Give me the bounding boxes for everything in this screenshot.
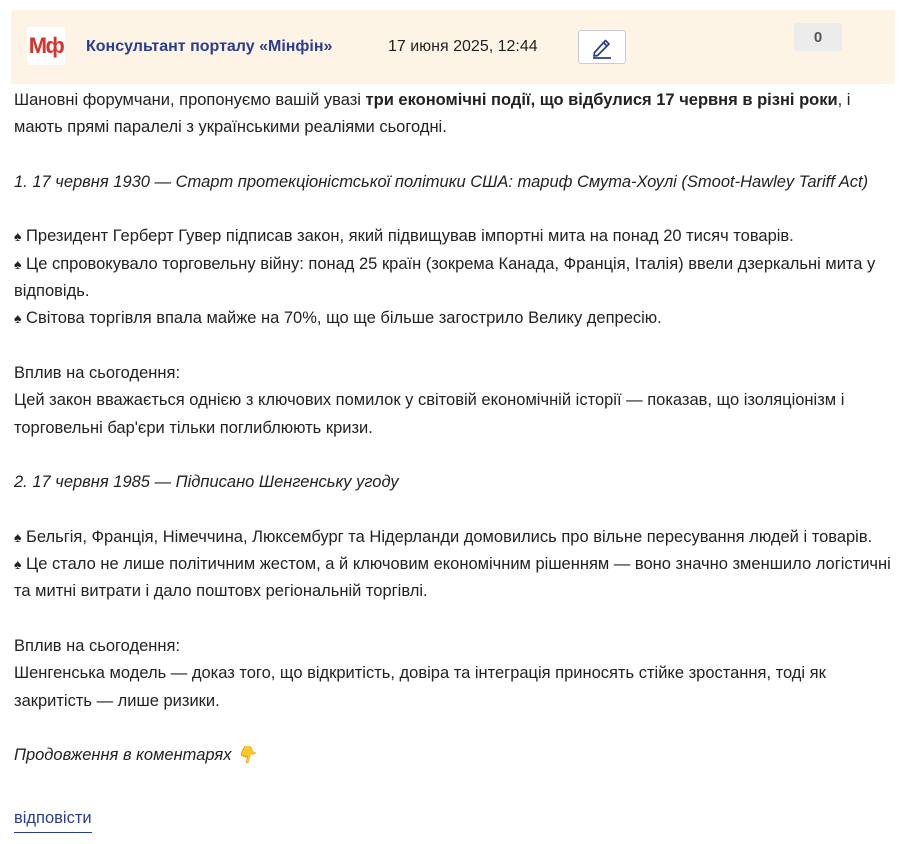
author-name-link[interactable]: Консультант порталу «Мінфін» <box>86 38 333 55</box>
rating-counter[interactable]: 0 <box>794 23 842 51</box>
event2-bullet-1-text: Бельгія, Франція, Німеччина, Люксембург та Нідерланди домовились про вільне пересування людей і товарів. <box>26 527 873 546</box>
spade-icon: ♠ <box>14 556 22 573</box>
event1-bullet-1-text: Президент Герберт Гувер підписав закон, який підвищував імпортні мита на понад 20 тисяч товарів. <box>26 227 794 246</box>
event1-impact-label: Вплив на сьогодення: <box>14 363 181 382</box>
reply-link[interactable]: відповісти <box>14 805 92 833</box>
event2-title: 2. 17 червня 1985 — Підписано Шенгенську угоду <box>14 473 399 492</box>
author-logo[interactable]: Мф <box>27 27 65 65</box>
post-date: 17 июня 2025, 12:44 <box>388 38 538 55</box>
event2-bullet-2-text: Це стало не лише політичним жестом, а й ключовим економічним рішенням — воно значно зменшило логістичні та митні витрати і дало поштовх регіональній торгівлі. <box>14 555 891 601</box>
spade-icon: ♠ <box>14 228 22 245</box>
edit-button[interactable] <box>578 30 626 64</box>
continuation-note: Продовження в коментарях 👇 <box>14 746 257 765</box>
event2-bullet-1 <box>14 524 896 551</box>
intro-text-b: , і мають прямі паралелі з українськими реаліями сьогодні. <box>14 91 851 137</box>
spade-icon: ♠ <box>14 310 22 327</box>
event2-impact-text: Шенгенська модель — доказ того, що відкритість, довіра та інтеграція приносять стійке зростання, тоді як закритість — лише ризики. <box>14 664 826 710</box>
intro-bold-text: три економічні події, що відбулися 17 червня в різні роки <box>365 91 838 109</box>
pencil-icon <box>590 35 614 59</box>
spade-icon: ♠ <box>14 255 22 272</box>
post-body <box>14 87 896 769</box>
event2-impact-label: Вплив на сьогодення: <box>14 636 181 655</box>
event1-bullet-3-text: Світова торгівля впала майже на 70%, що ще більше загострило Велику депресію. <box>26 309 662 328</box>
intro-paragraph <box>14 87 896 142</box>
event1-impact-text: Цей закон вважається однією з ключових помилок у світовій економічній історії — показав, що ізоляціонізм і торговельні бар'єри тільки поглиблюють кризи. <box>14 391 845 437</box>
spade-icon: ♠ <box>14 528 22 545</box>
event1-bullet-3 <box>14 305 896 332</box>
intro-text-a: Шановні форумчани, пропонуємо вашій увазі <box>14 91 366 109</box>
event1-title: 1. 17 червня 1930 — Старт протекціоністської політики США: тариф Смута-Хоулі (Smoot-Hawley Tariff Act) <box>14 172 869 191</box>
event2-bullet-2 <box>14 551 896 606</box>
post-header <box>11 10 895 84</box>
event1-bullet-1 <box>14 223 896 250</box>
event1-bullet-2-text: Це спровокувало торговельну війну: понад 25 країн (зокрема Канада, Франція, Італія) ввели дзеркальні мита у відповідь. <box>14 254 876 301</box>
event1-bullet-2 <box>14 251 896 306</box>
